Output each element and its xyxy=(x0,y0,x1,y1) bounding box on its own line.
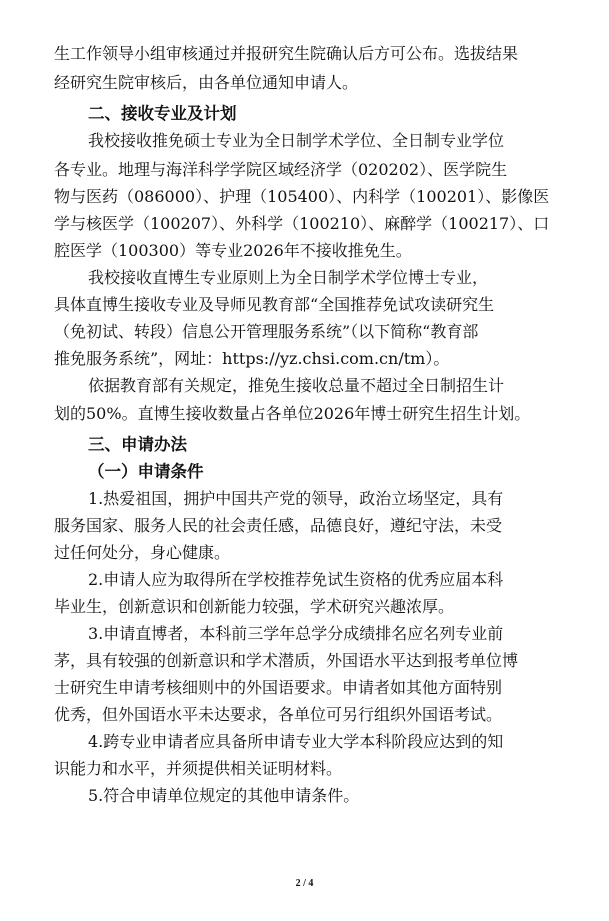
body-line: 5.符合申请单位规定的其他申请条件。 xyxy=(88,786,360,805)
body-line: 各专业。地理与海洋科学学院区域经济学（020202）、医学院生 xyxy=(54,160,508,179)
body-line: 服务国家、服务人民的社会责任感，品德良好，遵纪守法，未受 xyxy=(54,516,503,535)
body-line: 2.申请人应为取得所在学校推荐免试生资格的优秀应届本科 xyxy=(88,570,504,589)
body-line: 3.申请直博者，本科前三学年总学分成绩排名应名列专业前 xyxy=(88,624,504,643)
body-line: 我校接收直博生专业原则上为全日制学术学位博士专业， xyxy=(88,268,489,287)
body-line: 生工作领导小组审核通过并报研究生院确认后方可公布。选拔结果 xyxy=(54,44,519,63)
body-line: 毕业生，创新意识和创新能力较强，学术研究兴趣浓厚。 xyxy=(54,597,455,616)
body-line: 优秀，但外国语水平未达要求，各单位可另行组织外国语考试。 xyxy=(54,705,503,724)
body-line: 茅，具有较强的创新意识和学术潜质，外国语水平达到报考单位博 xyxy=(54,651,519,670)
body-line: 腔医学（100300）等专业2026年不接收推免生。 xyxy=(54,241,412,260)
body-line: 具体直博生接收专业及导师见教育部“全国推荐免试攻读研究生 xyxy=(54,295,495,314)
body-line: 识能力和水平，并须提供相关证明材料。 xyxy=(54,759,343,778)
body-line: 4.跨专业申请者应具备所申请专业大学本科阶段应达到的知 xyxy=(88,732,504,751)
body-line: 推免服务系统”，网址：https://yz.chsi.com.cn/tm）。 xyxy=(54,349,450,368)
body-line: 1.热爱祖国，拥护中国共产党的领导，政治立场坚定，具有 xyxy=(88,489,504,508)
body-line: 我校接收推免硕士专业为全日制学术学位、全日制专业学位 xyxy=(88,131,505,150)
body-line: 物与医药（086000）、护理（105400）、内科学（100201）、影像医 xyxy=(54,187,550,206)
body-line: 士研究生申请考核细则中的外国语要求。申请者如其他方面特别 xyxy=(54,678,503,697)
section-heading: 三、申请办法 xyxy=(88,435,187,454)
section-heading: 二、接收专业及计划 xyxy=(88,104,237,123)
body-line: 经研究生院审核后，由各单位通知申请人。 xyxy=(54,73,359,92)
body-line: 过任何处分，身心健康。 xyxy=(54,543,231,562)
body-line: 划的50%。直博生接收数量占各单位2026年博士研究生招生计划。 xyxy=(54,404,531,423)
subsection-heading: （一）申请条件 xyxy=(88,462,204,481)
body-line: 依据教育部有关规定，推免生接收总量不超过全日制招生计 xyxy=(88,376,505,395)
page-number: 2 / 4 xyxy=(295,878,314,889)
body-line: （免初试、转段）信息公开管理服务系统”（以下简称“教育部 xyxy=(54,322,479,341)
body-line: 学与核医学（100207）、外科学（100210）、麻醉学（100217）、口 xyxy=(54,214,550,233)
